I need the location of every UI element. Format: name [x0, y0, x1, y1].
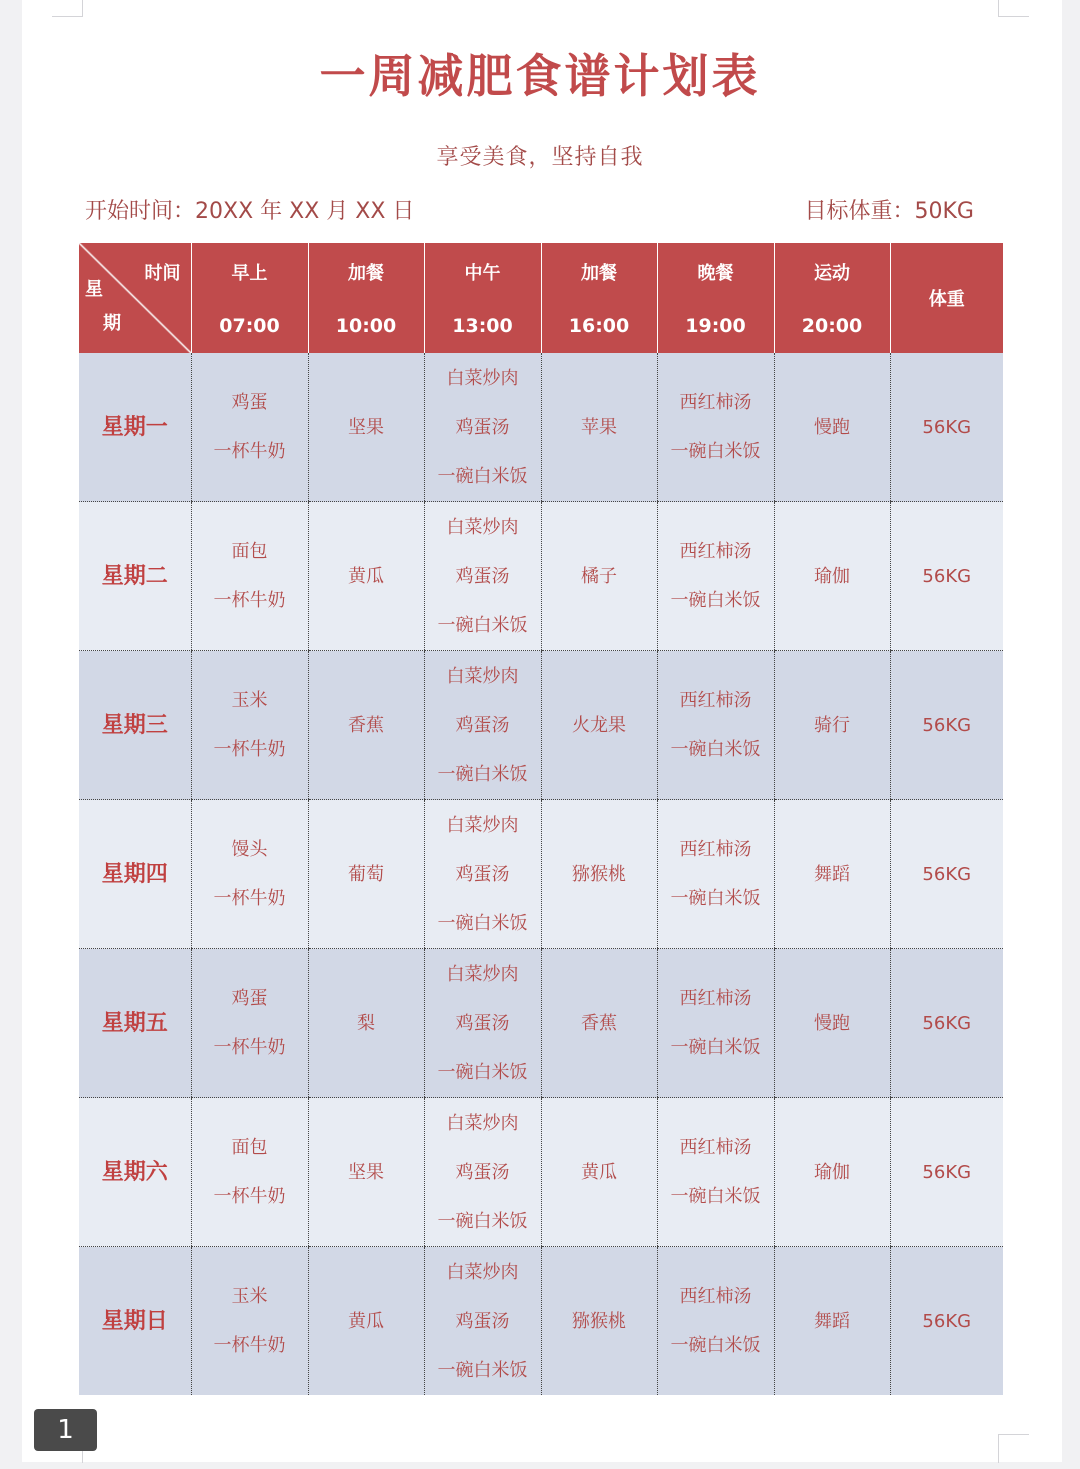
weight-cell: 56KG: [890, 502, 1003, 651]
lunch-cell: [424, 949, 541, 1098]
dinner-cell: [657, 800, 774, 949]
dinner-cell-line: 一碗白米饭: [670, 888, 761, 909]
breakfast-cell-line: 玉米: [231, 1286, 268, 1307]
dinner-cell: [657, 1098, 774, 1247]
day-cell: 星期日: [79, 1247, 191, 1396]
snack1-cell: 坚果: [308, 1098, 424, 1247]
table-header-row: [79, 243, 1003, 353]
dinner-cell-line: 西红柿汤: [679, 839, 752, 860]
lunch-cell-line: 鸡蛋汤: [455, 863, 510, 885]
weight-cell: 56KG: [890, 1098, 1003, 1247]
header-label: 加餐: [581, 263, 617, 284]
header-cell-snack2: [541, 243, 657, 353]
breakfast-cell-line: 面包: [231, 541, 268, 562]
dinner-cell-line: 西红柿汤: [679, 541, 752, 562]
dinner-cell-line: 一碗白米饭: [670, 1037, 761, 1058]
lunch-cell-line: 白菜炒肉: [446, 1261, 519, 1283]
header-corner-cell: [79, 243, 191, 353]
header-label: 中午: [464, 263, 501, 284]
lunch-cell-line: 鸡蛋汤: [455, 714, 510, 736]
header-cell-dinner: [657, 243, 774, 353]
breakfast-cell-line: 鸡蛋: [231, 392, 268, 413]
snack1-cell: 黄瓜: [308, 502, 424, 651]
exercise-cell: 舞蹈: [774, 1247, 890, 1396]
exercise-cell: 瑜伽: [774, 502, 890, 651]
breakfast-cell-line: 一杯牛奶: [213, 590, 286, 611]
weight-cell: 56KG: [890, 800, 1003, 949]
header-time: 13:00: [452, 315, 513, 337]
lunch-cell: [424, 651, 541, 800]
header-label: 早上: [231, 263, 268, 284]
breakfast-cell: [191, 1247, 308, 1396]
table-row: [79, 353, 1003, 502]
page-corner-mark: [52, 0, 83, 17]
snack2-cell: 黄瓜: [541, 1098, 657, 1247]
lunch-cell: [424, 502, 541, 651]
lunch-cell-line: 一碗白米饭: [437, 1061, 528, 1083]
weight-cell: 56KG: [890, 651, 1003, 800]
lunch-cell-line: 鸡蛋汤: [455, 416, 510, 438]
lunch-cell: [424, 800, 541, 949]
lunch-cell-line: 鸡蛋汤: [455, 565, 510, 587]
lunch-cell-line: 一碗白米饭: [437, 1210, 528, 1232]
lunch-cell-line: 白菜炒肉: [446, 814, 519, 836]
lunch-cell: [424, 1247, 541, 1396]
lunch-cell-line: 鸡蛋汤: [455, 1012, 510, 1034]
lunch-cell: [424, 1098, 541, 1247]
page-title: 一周减肥食谱计划表: [319, 49, 761, 103]
snack2-cell: 火龙果: [541, 651, 657, 800]
exercise-cell: 慢跑: [774, 949, 890, 1098]
table-row: [79, 1247, 1003, 1396]
header-time: 19:00: [685, 315, 746, 337]
dinner-cell: [657, 502, 774, 651]
header-time: 20:00: [801, 315, 863, 337]
breakfast-cell-line: 一杯牛奶: [213, 1037, 286, 1058]
dinner-cell-line: 一碗白米饭: [670, 590, 761, 611]
breakfast-cell-line: 面包: [231, 1137, 268, 1158]
breakfast-cell-line: 一杯牛奶: [213, 739, 286, 760]
lunch-cell-line: 白菜炒肉: [446, 963, 519, 985]
lunch-cell-line: 白菜炒肉: [446, 1112, 519, 1134]
day-cell: 星期二: [79, 502, 191, 651]
snack1-cell: 香蕉: [308, 651, 424, 800]
breakfast-cell-line: 一杯牛奶: [213, 1335, 286, 1356]
lunch-cell-line: 白菜炒肉: [446, 665, 519, 687]
header-corner-time: 时间: [144, 263, 181, 284]
dinner-cell-line: 一碗白米饭: [670, 1186, 761, 1207]
table-body: [79, 353, 1003, 1395]
start-time: 开始时间：20XX 年 XX 月 XX 日: [85, 199, 415, 224]
lunch-cell-line: 白菜炒肉: [446, 367, 519, 389]
weight-cell: 56KG: [890, 1247, 1003, 1396]
breakfast-cell-line: 鸡蛋: [231, 988, 268, 1009]
table-row: [79, 502, 1003, 651]
header-cell-weight: 体重: [890, 243, 1003, 353]
breakfast-cell: [191, 1098, 308, 1247]
snack2-cell: 香蕉: [541, 949, 657, 1098]
exercise-cell: 骑行: [774, 651, 890, 800]
dinner-cell-line: 一碗白米饭: [670, 441, 761, 462]
lunch-cell-line: 一碗白米饭: [437, 763, 528, 785]
lunch-cell-line: 鸡蛋汤: [455, 1161, 510, 1183]
dinner-cell: [657, 949, 774, 1098]
table-row: [79, 949, 1003, 1098]
breakfast-cell-line: 玉米: [231, 690, 268, 711]
breakfast-cell-line: 一杯牛奶: [213, 441, 286, 462]
day-cell: 星期一: [79, 353, 191, 502]
dinner-cell-line: 一碗白米饭: [670, 1335, 761, 1356]
snack1-cell: 葡萄: [308, 800, 424, 949]
exercise-cell: 慢跑: [774, 353, 890, 502]
dinner-cell-line: 西红柿汤: [679, 392, 752, 413]
page-subtitle: 享受美食，坚持自我: [436, 145, 644, 170]
header-cell-snack1: [308, 243, 424, 353]
snack1-cell: 坚果: [308, 353, 424, 502]
header-time: 10:00: [335, 315, 397, 337]
header-cell-exercise: [774, 243, 890, 353]
snack2-cell: 猕猴桃: [541, 1247, 657, 1396]
day-cell: 星期五: [79, 949, 191, 1098]
snack2-cell: 橘子: [541, 502, 657, 651]
lunch-cell-line: 一碗白米饭: [437, 1359, 528, 1381]
page-number-badge[interactable]: 1: [34, 1409, 97, 1451]
table-row: [79, 651, 1003, 800]
breakfast-cell-line: 一杯牛奶: [213, 888, 286, 909]
lunch-cell-line: 一碗白米饭: [437, 465, 528, 487]
dinner-cell-line: 一碗白米饭: [670, 739, 761, 760]
header-label: 晚餐: [697, 263, 734, 284]
snack2-cell: 猕猴桃: [541, 800, 657, 949]
dinner-cell: [657, 353, 774, 502]
lunch-cell-line: 一碗白米饭: [437, 912, 528, 934]
dinner-cell: [657, 651, 774, 800]
header-label: 加餐: [348, 263, 384, 284]
breakfast-cell: [191, 949, 308, 1098]
header-time: 16:00: [568, 315, 630, 337]
dinner-cell-line: 西红柿汤: [679, 1137, 752, 1158]
dinner-cell-line: 西红柿汤: [679, 988, 752, 1009]
header-corner-period: 期: [103, 313, 121, 334]
exercise-cell: 瑜伽: [774, 1098, 890, 1247]
day-cell: 星期三: [79, 651, 191, 800]
header-corner-star: 星: [85, 279, 103, 300]
target-weight: 目标体重：50KG: [804, 199, 974, 224]
dinner-cell-line: 西红柿汤: [679, 690, 752, 711]
page-corner-mark: [998, 1434, 1029, 1463]
exercise-cell: 舞蹈: [774, 800, 890, 949]
snack1-cell: 黄瓜: [308, 1247, 424, 1396]
lunch-cell-line: 鸡蛋汤: [455, 1310, 510, 1332]
lunch-cell-line: 一碗白米饭: [437, 614, 528, 636]
header-cell-lunch: [424, 243, 541, 353]
weight-cell: 56KG: [890, 353, 1003, 502]
breakfast-cell-line: 馒头: [231, 839, 268, 860]
header-time: 07:00: [219, 315, 280, 337]
breakfast-cell: [191, 353, 308, 502]
day-cell: 星期四: [79, 800, 191, 949]
snack2-cell: 苹果: [541, 353, 657, 502]
breakfast-cell: [191, 502, 308, 651]
header-label: 运动: [814, 263, 850, 284]
lunch-cell-line: 白菜炒肉: [446, 516, 519, 538]
dinner-cell-line: 西红柿汤: [679, 1286, 752, 1307]
weight-cell: 56KG: [890, 949, 1003, 1098]
table-row: [79, 800, 1003, 949]
meal-plan-table: [79, 243, 1003, 1395]
breakfast-cell-line: 一杯牛奶: [213, 1186, 286, 1207]
table-row: [79, 1098, 1003, 1247]
page-corner-mark: [998, 0, 1029, 17]
header-cell-breakfast: [191, 243, 308, 353]
breakfast-cell: [191, 800, 308, 949]
dinner-cell: [657, 1247, 774, 1396]
snack1-cell: 梨: [308, 949, 424, 1098]
lunch-cell: [424, 353, 541, 502]
breakfast-cell: [191, 651, 308, 800]
day-cell: 星期六: [79, 1098, 191, 1247]
